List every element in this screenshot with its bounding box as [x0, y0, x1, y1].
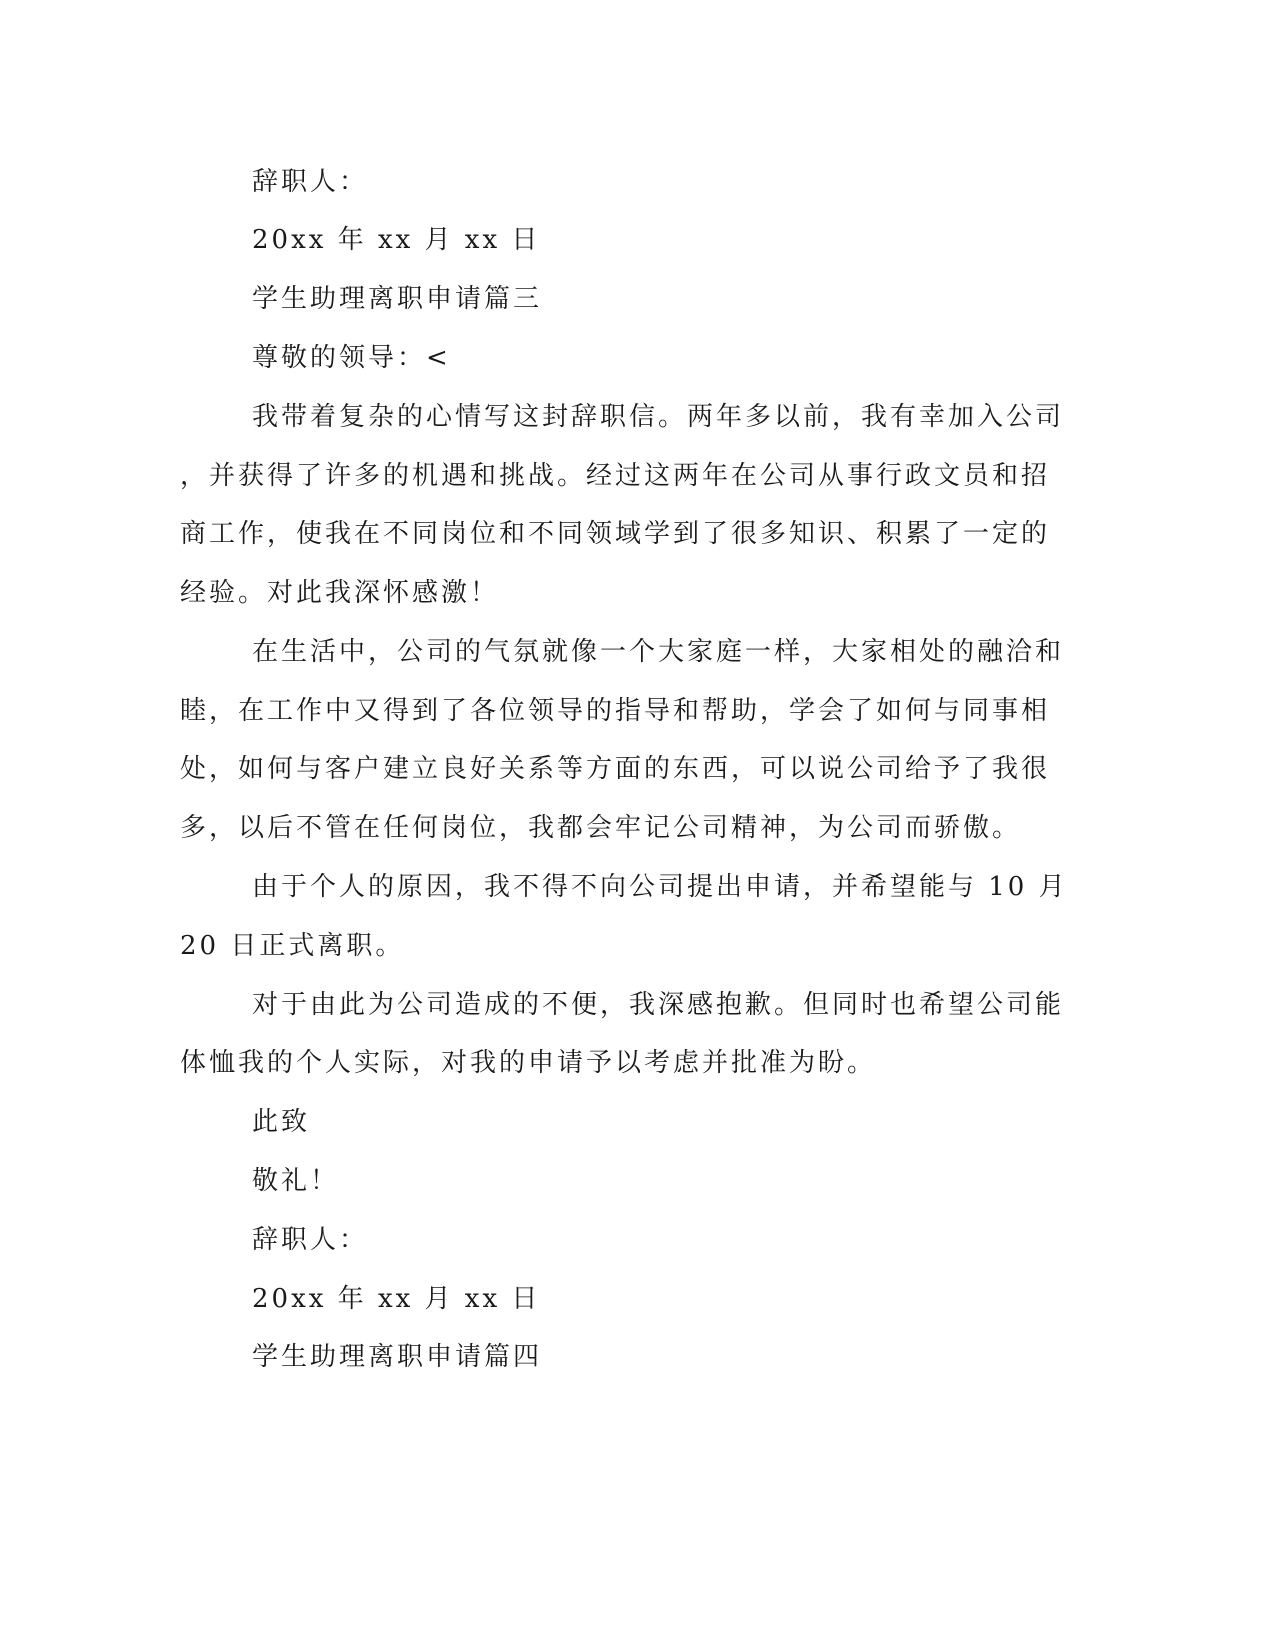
paragraph-1-line-4: 经验。对此我深怀感激！: [180, 578, 500, 608]
resigner-label-2: 辞职人：: [252, 1225, 369, 1255]
date-line-1: 20xx 年 xx 月 xx 日: [252, 225, 541, 255]
paragraph-4-line-1: 对于由此为公司造成的不便，我深感抱歉。但同时也希望公司能: [252, 990, 1065, 1020]
paragraph-3-line-1: 由于个人的原因，我不得不向公司提出申请，并希望能与 10 月: [252, 872, 1068, 902]
paragraph-3-line-2: 20 日正式离职。: [180, 931, 405, 961]
paragraph-1-line-3: 商工作，使我在不同岗位和不同领域学到了很多知识、积累了一定的: [180, 519, 1051, 549]
closing-line-1: 此致: [252, 1107, 311, 1137]
section-heading-4: 学生助理离职申请篇四: [252, 1342, 543, 1372]
paragraph-4-line-2: 体恤我的个人实际，对我的申请予以考虑并批准为盼。: [180, 1048, 877, 1078]
resigner-label-1: 辞职人：: [252, 167, 369, 197]
paragraph-1-line-2: ，并获得了许多的机遇和挑战。经过这两年在公司从事行政文员和招: [180, 461, 1051, 491]
date-line-2: 20xx 年 xx 月 xx 日: [252, 1284, 541, 1314]
closing-line-2: 敬礼！: [252, 1166, 340, 1196]
paragraph-2-line-4: 多，以后不管在任何岗位，我都会牢记公司精神，为公司而骄傲。: [180, 813, 1022, 843]
paragraph-2-line-2: 睦，在工作中又得到了各位领导的指导和帮助，学会了如何与同事相: [180, 696, 1051, 726]
paragraph-1-line-1: 我带着复杂的心情写这封辞职信。两年多以前，我有幸加入公司: [252, 402, 1065, 432]
salutation: 尊敬的领导：<: [252, 343, 451, 373]
paragraph-2-line-1: 在生活中，公司的气氛就像一个大家庭一样，大家相处的融洽和: [252, 637, 1065, 667]
section-heading-3: 学生助理离职申请篇三: [252, 284, 543, 314]
paragraph-2-line-3: 处，如何与客户建立良好关系等方面的东西，可以说公司给予了我很: [180, 754, 1051, 784]
